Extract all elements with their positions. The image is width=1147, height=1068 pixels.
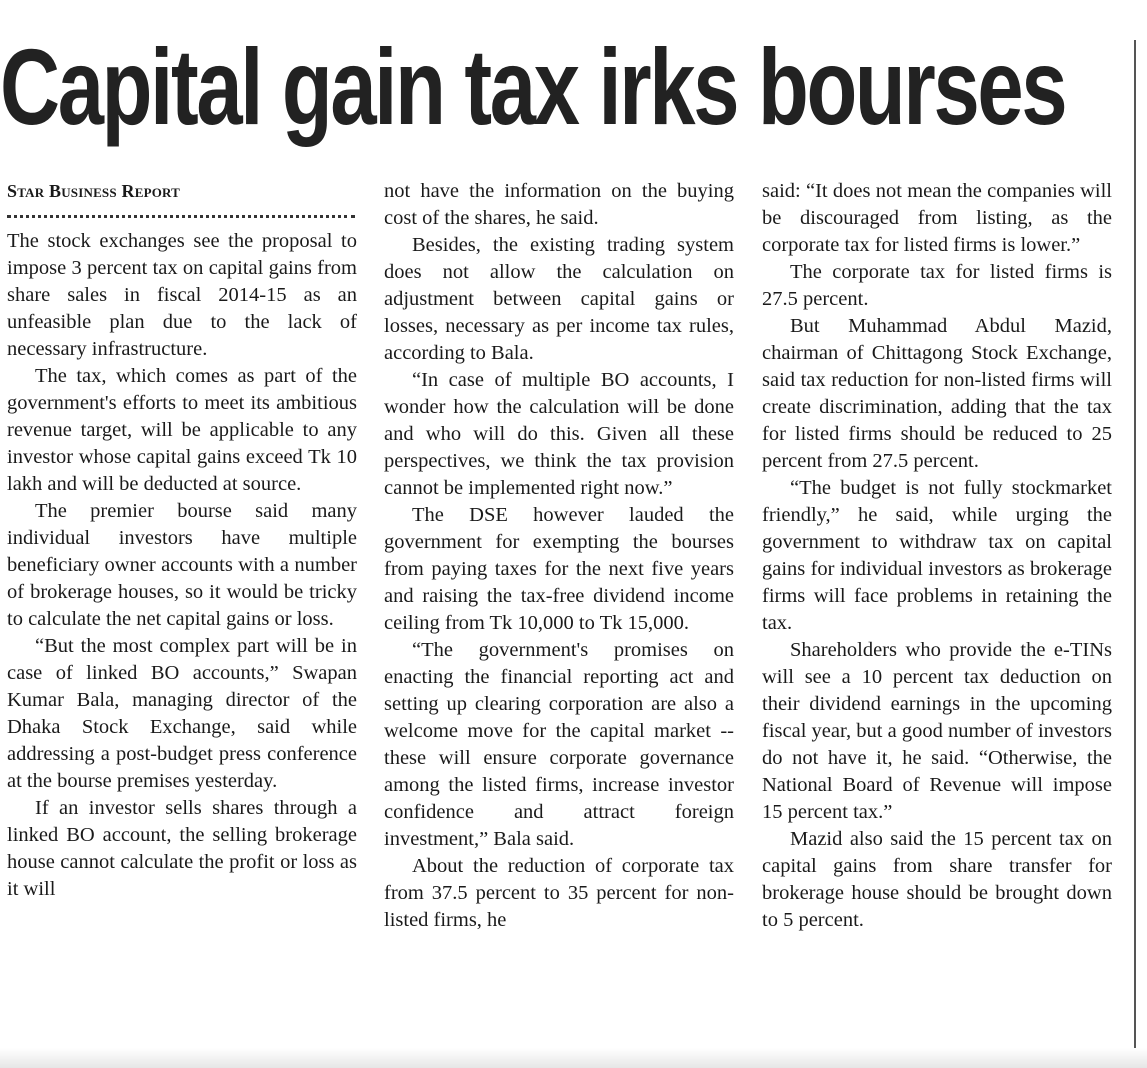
article-column-1 [7,178,357,903]
article-paragraph: The stock exchanges see the proposal to impose 3 percent tax on capital gains from share sales in fiscal 2014-15 as an unfeasible plan due to the lack of necessary infrastructure. [7,230,357,360]
article-paragraph: Mazid also said the 15 percent tax on capital gains from share transfer for brokerage house should be brought down to 5 percent. [762,828,1112,931]
byline: Star Business Report [7,181,181,201]
article-paragraph: said: “It does not mean the companies will be discouraged from listing, as the corporate tax for listed firms is lower.” [762,180,1112,256]
headline: Capital gain tax irks bourses [0,26,1066,147]
article-paragraph: The tax, which comes as part of the government's efforts to meet its ambitious revenue target, will be applicable to any investor whose capital gains exceed Tk 10 lakh and will be deducted at source. [7,365,357,495]
dotted-divider [7,215,355,218]
article-column-3 [762,178,1112,934]
article-paragraph: But Muhammad Abdul Mazid, chairman of Chittagong Stock Exchange, said tax reduction for non-listed firms will create discrimination, adding that the tax for listed firms should be reduced to 25 percent from 27.5 percent. [762,315,1112,472]
article-paragraph: “The budget is not fully stockmarket friendly,” he said, while urging the government to withdraw tax on capital gains for individual investors as brokerage firms will face problems in retaining the tax. [762,477,1112,634]
article-paragraph: The premier bourse said many individual investors have multiple beneficiary owner accounts with a number of brokerage houses, so it would be tricky to calculate the net capital gains or loss. [7,500,357,630]
article-paragraph: Besides, the existing trading system does not allow the calculation on adjustment between capital gains or losses, necessary as per income tax rules, according to Bala. [384,234,734,364]
article-paragraph: “The government's promises on enacting the financial reporting act and setting up clearing corporation are also a welcome move for the capital market -- these will ensure corporate governance among the listed firms, increase investor confidence and attract foreign investment,” Bala said. [384,639,734,850]
article-paragraph: If an investor sells shares through a linked BO account, the selling brokerage house cannot calculate the profit or loss as it will [7,797,357,900]
page-bottom-edge [0,1048,1147,1068]
article-paragraph: not have the information on the buying cost of the shares, he said. [384,180,734,229]
article-paragraph: The corporate tax for listed firms is 27.5 percent. [762,261,1112,310]
article-paragraph: About the reduction of corporate tax from 37.5 percent to 35 percent for non-listed firms, he [384,855,734,931]
article-paragraph: The DSE however lauded the government for exempting the bourses from paying taxes for the next five years and raising the tax-free dividend income ceiling from Tk 10,000 to Tk 15,000. [384,504,734,634]
article-paragraph: “In case of multiple BO accounts, I wonder how the calculation will be done and who will do this. Given all these perspectives, we think the tax provision cannot be implemented right now.” [384,369,734,499]
article-paragraph: “But the most complex part will be in case of linked BO accounts,” Swapan Kumar Bala, managing director of the Dhaka Stock Exchange, said while addressing a post-budget press conference at the bourse premises yesterday. [7,635,357,792]
column-rule [1134,40,1136,1050]
article-paragraph: Shareholders who provide the e-TINs will see a 10 percent tax deduction on their dividend earnings in the upcoming fiscal year, but a good number of investors do not have it, he said. “Otherwise, the National Board of Revenue will impose 15 percent tax.” [762,639,1112,823]
article-column-2 [384,178,734,934]
